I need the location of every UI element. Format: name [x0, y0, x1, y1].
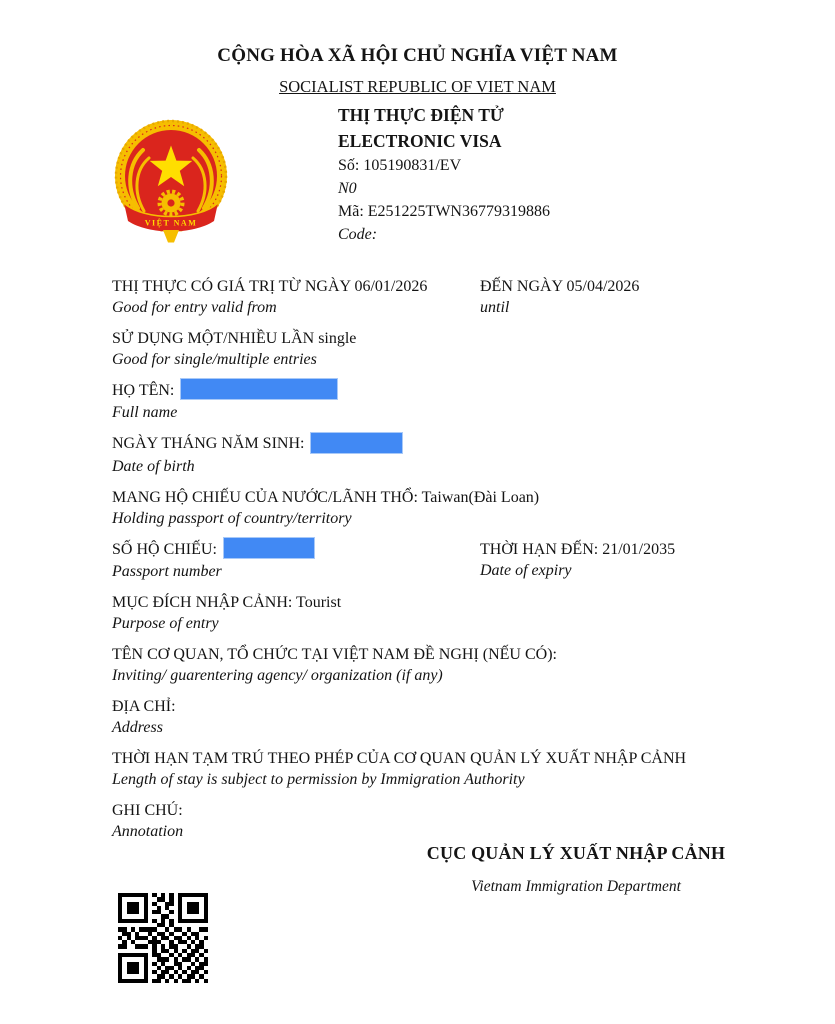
expiry-label-en: Date of expiry — [480, 561, 572, 579]
qr-code — [118, 893, 208, 983]
full-name-label: HỌ TÊN: — [112, 382, 175, 399]
field-purpose — [112, 592, 752, 634]
field-date-of-birth — [112, 433, 752, 476]
purpose-label: MỤC ĐÍCH NHẬP CẢNH: — [112, 593, 293, 611]
length-of-stay-label: THỜI HẠN TẠM TRÚ THEO PHÉP CỦA CƠ QUAN QUẢN LÝ XUẤT NHẬP CẢNH — [112, 749, 687, 767]
visa-head — [338, 102, 550, 246]
valid-until-value: 05/04/2026 — [566, 278, 640, 295]
inviting-agency-label-en: Inviting/ guarentering agency/ organization (if any) — [112, 666, 443, 684]
visa-number-value: 105190831/EV — [363, 157, 462, 174]
field-inviting-agency — [112, 644, 752, 686]
entries-label: SỬ DỤNG MỘT/NHIỀU LẦN — [112, 330, 315, 347]
vietnam-national-emblem — [111, 118, 231, 244]
field-date-of-expiry — [480, 539, 675, 581]
dob-label: NGÀY THÁNG NĂM SINH: — [112, 435, 305, 453]
field-annotation — [112, 800, 752, 842]
dob-label-en: Date of birth — [112, 457, 195, 475]
visa-number-sublabel: N0 — [338, 180, 357, 197]
field-passport-country — [112, 487, 752, 529]
visa-number-line — [338, 154, 550, 177]
emblem-ribbon-text: VIỆT NAM — [144, 218, 198, 228]
national-subtitle: SOCIALIST REPUBLIC OF VIET NAM — [279, 77, 556, 96]
inviting-agency-label: TÊN CƠ QUAN, TỔ CHỨC TẠI VIỆT NAM ĐỀ NGHỊ (NẾU CÓ): — [112, 645, 557, 663]
visa-code-sublabel: Code: — [338, 226, 378, 243]
visa-title-vi: THỊ THỰC ĐIỆN TỬ — [338, 105, 504, 125]
valid-until-label-en: until — [480, 299, 510, 316]
authority-name-vi: CỤC QUẢN LÝ XUẤT NHẬP CẢNH — [426, 843, 726, 863]
valid-until-label: ĐẾN NGÀY — [480, 278, 563, 295]
expiry-value: 21/01/2035 — [602, 540, 676, 558]
valid-from-value: 06/01/2026 — [354, 278, 428, 295]
field-valid-until — [480, 276, 639, 318]
valid-from-label: THỊ THỰC CÓ GIÁ TRỊ TỪ NGÀY — [112, 278, 351, 295]
field-length-of-stay — [112, 748, 752, 790]
annotation-label-en: Annotation — [112, 822, 184, 840]
annotation-label: GHI CHÚ: — [112, 801, 183, 819]
purpose-value: Tourist — [296, 593, 342, 611]
document-header — [0, 45, 835, 97]
field-passport-number — [112, 539, 752, 582]
passport-country-value: Taiwan(Đài Loan) — [421, 488, 540, 506]
field-address — [112, 696, 752, 738]
purpose-label-en: Purpose of entry — [112, 614, 219, 632]
visa-title-en: ELECTRONIC VISA — [338, 131, 502, 151]
full-name-redaction-box — [180, 378, 338, 400]
visa-number-label: Số: — [338, 157, 360, 174]
entries-value: single — [318, 330, 357, 347]
address-label-en: Address — [112, 718, 163, 736]
dob-redaction-box — [310, 432, 403, 454]
passport-number-redaction-box — [223, 537, 315, 559]
passport-country-label: MANG HỘ CHIẾU CỦA NƯỚC/LÃNH THỔ: — [112, 488, 418, 506]
entries-label-en: Good for single/multiple entries — [112, 351, 317, 368]
field-full-name — [112, 380, 752, 423]
full-name-label-en: Full name — [112, 404, 178, 422]
valid-from-label-en: Good for entry valid from — [112, 299, 277, 316]
visa-fields — [112, 276, 752, 852]
visa-code-label: Mã: — [338, 203, 364, 220]
national-title: CỘNG HÒA XÃ HỘI CHỦ NGHĨA VIỆT NAM — [217, 45, 618, 66]
issuing-authority — [320, 843, 832, 896]
length-of-stay-label-en: Length of stay is subject to permission by Immigration Authority — [112, 770, 525, 788]
field-validity — [112, 276, 752, 318]
visa-code-value: E251225TWN36779319886 — [367, 203, 550, 220]
field-entries — [112, 328, 752, 370]
visa-code-line — [338, 200, 550, 223]
passport-country-label-en: Holding passport of country/territory — [112, 509, 352, 527]
authority-name-en: Vietnam Immigration Department — [471, 878, 681, 895]
passport-number-label-en: Passport number — [112, 562, 222, 580]
address-label: ĐỊA CHỈ: — [112, 697, 176, 715]
passport-number-label: SỐ HỘ CHIẾU: — [112, 540, 217, 558]
expiry-label: THỜI HẠN ĐẾN: — [480, 540, 599, 558]
